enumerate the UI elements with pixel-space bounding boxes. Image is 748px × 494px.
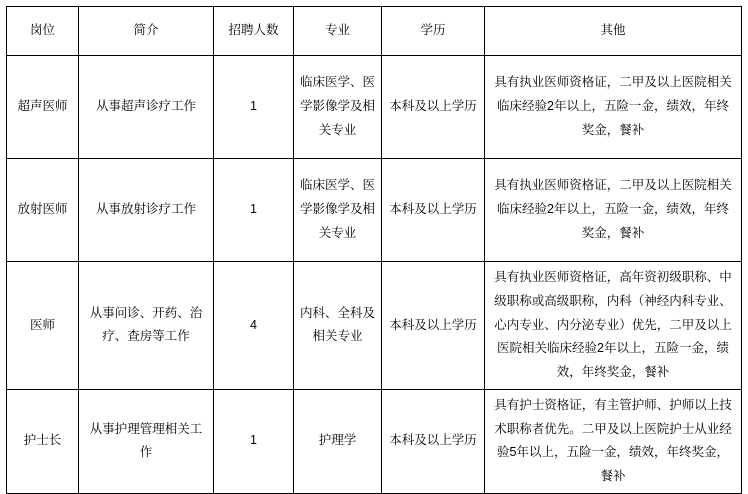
cell-position: 放射医师 (7, 159, 79, 262)
cell-major: 临床医学、医学影像学及相关专业 (294, 159, 382, 262)
table-row (7, 159, 742, 262)
cell-description: 从事超声诊疗工作 (79, 56, 214, 159)
table-row (7, 389, 742, 493)
cell-count: 1 (214, 389, 294, 493)
column-header-description: 简介 (79, 7, 214, 56)
cell-major: 内科、全科及相关专业 (294, 262, 382, 390)
cell-count: 4 (214, 262, 294, 390)
cell-description: 从事问诊、开药、治疗、查房等工作 (79, 262, 214, 390)
cell-other: 具有执业医师资格证，高年资初级职称、中级职称或高级职称，内科（神经内科专业、心内专业、内分泌专业）优先，二甲及以上医院相关临床经验2年以上，五险一金，绩效，年终奖金，餐补 (485, 262, 742, 390)
table-row (7, 262, 742, 390)
cell-count: 1 (214, 159, 294, 262)
cell-position: 护士长 (7, 389, 79, 493)
cell-education: 本科及以上学历 (382, 262, 485, 390)
table-header (7, 7, 742, 56)
table-header-row (7, 7, 742, 56)
cell-other: 具有执业医师资格证，二甲及以上医院相关临床经验2年以上，五险一金，绩效，年终奖金，餐补 (485, 56, 742, 159)
table-body (7, 56, 742, 494)
column-header-education: 学历 (382, 7, 485, 56)
cell-count: 1 (214, 56, 294, 159)
column-header-count: 招聘人数 (214, 7, 294, 56)
cell-description: 从事放射诊疗工作 (79, 159, 214, 262)
column-header-other: 其他 (485, 7, 742, 56)
cell-education: 本科及以上学历 (382, 389, 485, 493)
job-listing-table (6, 6, 742, 494)
cell-other: 具有执业医师资格证，二甲及以上医院相关临床经验2年以上，五险一金，绩效，年终奖金，餐补 (485, 159, 742, 262)
cell-position: 医师 (7, 262, 79, 390)
column-header-major: 专业 (294, 7, 382, 56)
cell-education: 本科及以上学历 (382, 56, 485, 159)
cell-position: 超声医师 (7, 56, 79, 159)
cell-other: 具有护士资格证，有主管护师、护师以上技术职称者优先。二甲及以上医院护士从业经验5年以上，五险一金，绩效，年终奖金，餐补 (485, 389, 742, 493)
cell-description: 从事护理管理相关工作 (79, 389, 214, 493)
column-header-position: 岗位 (7, 7, 79, 56)
cell-major: 护理学 (294, 389, 382, 493)
cell-education: 本科及以上学历 (382, 159, 485, 262)
cell-major: 临床医学、医学影像学及相关专业 (294, 56, 382, 159)
table-row (7, 56, 742, 159)
